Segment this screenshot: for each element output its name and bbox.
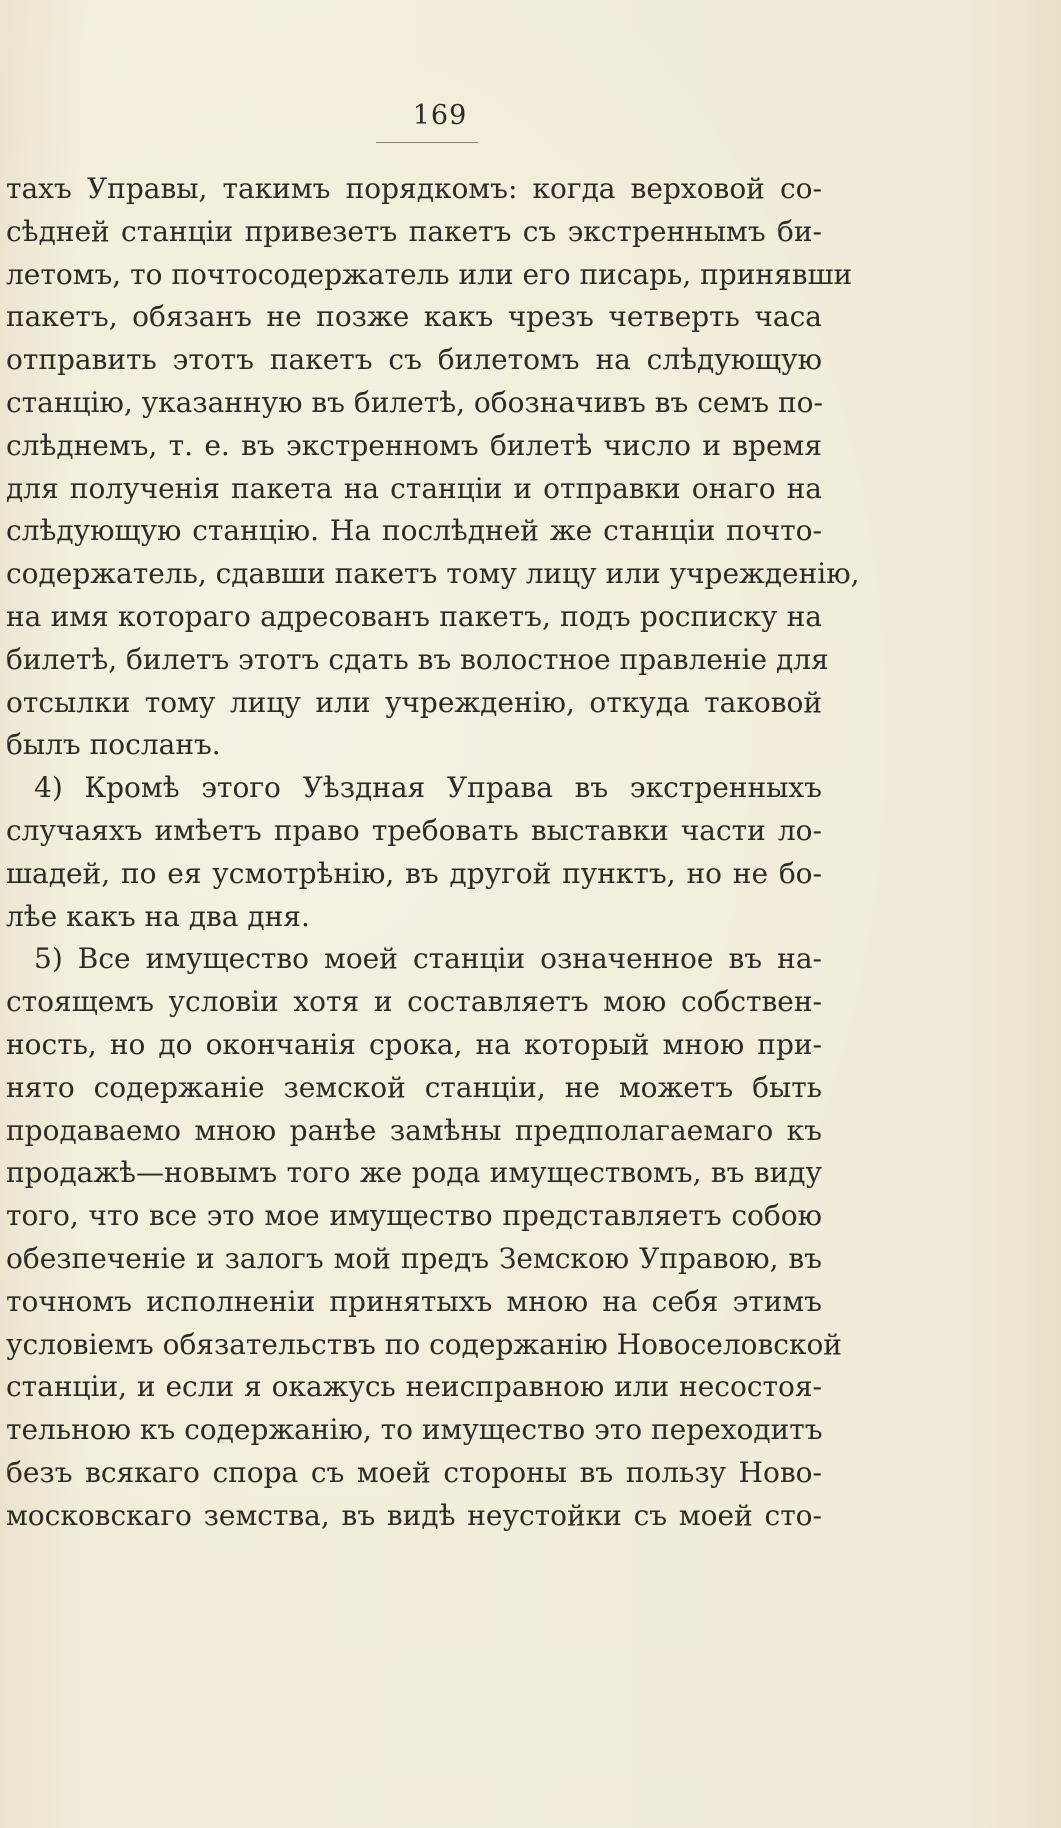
text-line: тельною къ содержанію, то имущество это переходитъ [6, 1413, 823, 1447]
text-line: стоящемъ условіи хотя и составляетъ мою собствен- [6, 985, 822, 1019]
text-line: станціи, и если я окажусь неисправною или несостоя- [6, 1370, 822, 1404]
text-line: слѣднемъ, т. е. въ экстренномъ билетѣ число и время [6, 428, 822, 462]
text-line: ность, но до окончанія срока, на который мною при- [6, 1027, 822, 1061]
text-line: на имя котораго адресованъ пакетъ, подъ росписку на [6, 599, 822, 633]
text-line: случаяхъ имѣетъ право требовать выставки части ло- [6, 813, 822, 847]
text-line: того, что все это мое имущество представляетъ собою [6, 1199, 822, 1233]
text-line: содержатель, сдавши пакетъ тому лицу или учрежденію, [6, 557, 860, 591]
text-line: московскаго земства, въ видѣ неустойки съ моей сто- [6, 1498, 822, 1532]
text-line: продажѣ—новымъ того же рода имуществомъ, въ виду [6, 1156, 822, 1190]
text-line: сѣдней станціи привезетъ пакетъ съ экстреннымъ би- [6, 214, 822, 248]
page-number-rule [376, 142, 478, 143]
text-line: отсылки тому лицу или учрежденію, откуда таковой [6, 685, 822, 719]
text-line: нято содержаніе земской станціи, не можетъ быть [6, 1070, 822, 1104]
text-line: продаваемо мною ранѣе замѣны предполагаемаго къ [6, 1113, 822, 1147]
text-line: отправить этотъ пакетъ съ билетомъ на слѣдующую [6, 343, 822, 377]
text-line: тахъ Управы, такимъ порядкомъ: когда верховой со- [6, 172, 822, 205]
text-line: безъ всякаго спора съ моей стороны въ пользу Ново- [6, 1455, 822, 1489]
text-line: летомъ, то почтосодержатель или его писарь, принявши [6, 257, 853, 291]
paragraph-start-line: 5) Все имущество моей станціи означенное въ на- [34, 942, 822, 976]
text-line: слѣдующую станцію. На послѣдней же станціи почто- [6, 514, 822, 548]
text-line: станцію, указанную въ билетѣ, обозначивъ въ семъ по- [6, 385, 823, 419]
page-number: 169 [412, 100, 468, 131]
text-line: обезпеченіе и залогъ мой предъ Земскою Управою, въ [6, 1241, 822, 1275]
text-line: лѣе какъ на два дня. [6, 899, 310, 933]
paragraph-start-line: 4) Кромѣ этого Уѣздная Управа въ экстренныхъ [34, 771, 822, 805]
text-line: былъ посланъ. [6, 728, 221, 762]
text-line: шадей, по ея усмотрѣнію, въ другой пунктъ, но не бо- [6, 856, 822, 890]
text-line: точномъ исполненіи принятыхъ мною на себя этимъ [6, 1284, 822, 1318]
text-line: условіемъ обязательствъ по содержанію Новоселовской [6, 1327, 842, 1361]
text-line: для полученія пакета на станціи и отправки онаго на [6, 471, 822, 505]
text-line: пакетъ, обязанъ не позже какъ чрезъ четверть часа [6, 300, 822, 334]
body-text [6, 168, 860, 1538]
text-line: билетѣ, билетъ этотъ сдать въ волостное правленіе для [6, 642, 829, 676]
